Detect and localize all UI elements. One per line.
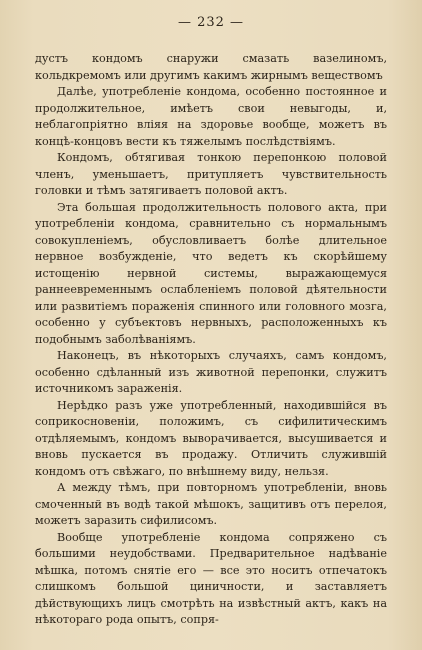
paragraph-3: Кондомъ, обтягивая тонкою перепонкою половой членъ, уменьшаетъ, притупляетъ чувствительность головки и тѣмъ затягиваетъ половой актъ. — [35, 151, 387, 197]
paragraph-7: А между тѣмъ, при повторномъ употребленіи, вновь смоченный въ водѣ такой мѣшокъ, защитивъ отъ перелоя, можетъ заразить сифилисомъ. — [35, 481, 387, 527]
paragraph-4: Эта большая продолжительность полового акта, при употребленіи кондома, сравнительно съ нормальнымъ совокупленіемъ, обусловливаетъ болѣе длительное нервное возбужденіе, что ведетъ къ скорѣйшему истощенію нервной системы, выражающемуся раннеевременнымъ ослабленіемъ половой дѣятельности или развитіемъ пораженія спинного или головного мозга, особенно у субъектовъ нервныхъ, расположенныхъ къ подобнымъ заболѣваніямъ. — [35, 200, 387, 346]
paragraph-6: Нерѣдко разъ уже употребленный, находившійся въ соприкосновеніи, положимъ, съ сифилитическимъ отдѣляемымъ, кондомъ выворачивается, высушивается и вновь пускается въ продажу. Отличить служившій кондомъ отъ свѣжаго, по внѣшнему виду, нельзя. — [35, 398, 387, 478]
paragraph-1: дустъ кондомъ снаружи смазать вазелиномъ, кольдкремомъ или другимъ какимъ жирнымъ веществомъ — [35, 52, 387, 82]
paragraph-8: Вообще употребленіе кондома сопряжено съ большими неудобствами. Предварительное надѣваніе мѣшка, потомъ снятіе его — все это носитъ отпечатокъ слишкомъ большой циничности, и заставляетъ дѣйствующихъ лицъ смотрѣть на извѣстный актъ, какъ на нѣкотораго рода опытъ, сопря- — [35, 530, 387, 626]
body-text — [35, 51, 387, 629]
paragraph-2: Далѣе, употребленіе кондома, особенно постоянное и продолжительное, имѣетъ свои невыгоды, и, неблагопріятно вліяя на здоровье вообще, можетъ въ концѣ-концовъ вести къ тяжелымъ послѣдствіямъ. — [35, 85, 387, 148]
page-number: — 232 — — [177, 15, 245, 30]
paragraph-5: Наконецъ, въ нѣкоторыхъ случаяхъ, самъ кондомъ, особенно сдѣланный изъ животной перепонки, служитъ источникомъ зараженія. — [35, 349, 387, 395]
